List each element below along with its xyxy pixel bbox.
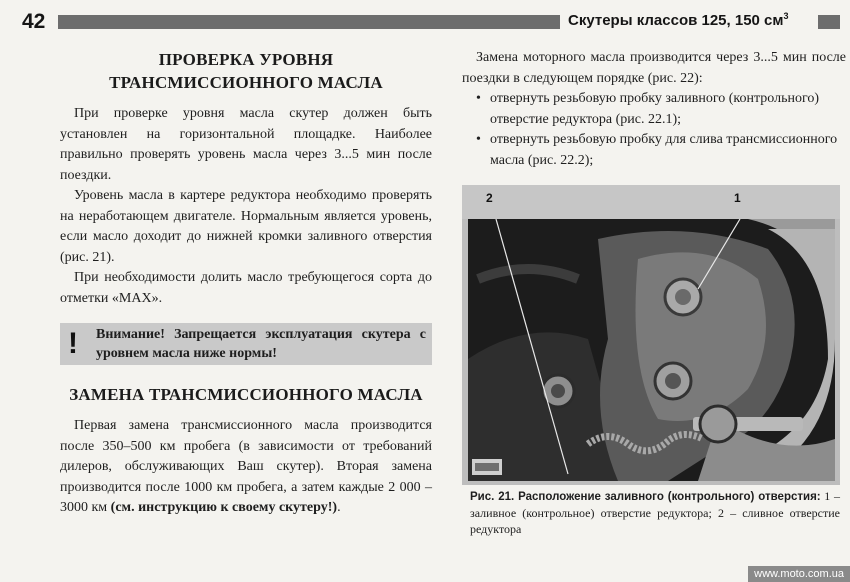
figure-21 [462,185,840,485]
book-title [568,11,789,29]
callout-label-1: 1 [734,191,741,205]
figure-caption [470,488,840,537]
book-title-text: Скутеры классов 125, 150 см [568,12,784,29]
step-text: отвернуть резьбовую пробку для слива трансмиссионного масла (рис. 22.2); [490,132,838,168]
header-bar-right [818,15,840,29]
paragraph-3: При необходимости долить масло требующегося сорта до отметки «МАХ». [60,270,432,306]
left-column [60,48,432,519]
right-column [462,48,846,171]
warning-box [60,323,432,365]
caption-title: Рис. 21. Расположение заливного (контрольного) отверстия: [470,491,821,503]
caption-text: 1 – заливное (контрольное) отверстие редуктора; 2 – сливное отверстие редуктора [470,489,840,536]
page-header [0,8,850,34]
steps-list [462,89,846,171]
warning-text: Внимание! Запрещается эксплуатация скутера с уровнем масла ниже нормы! [96,327,426,361]
exclamation-icon: ! [68,327,78,360]
section-title-oil-level-check: ПРОВЕРКА УРОВНЯ ТРАНСМИССИОННОГО МАСЛА [109,50,383,92]
paragraph-4 [60,416,432,519]
section-title-oil-change: ЗАМЕНА ТРАНСМИССИОННОГО МАСЛА [69,385,423,404]
gearbox-photo-illustration [468,219,835,481]
watermark: www.moto.com.ua [748,566,850,582]
paragraph-4-end: . [337,500,341,515]
paragraph-4-text: Первая замена трансмиссионного масла производится после 350–500 км пробега (в зависимости от требований дилеров, обслуживающих Ваш скутер). Вторая замена производится после 1000 км пробега, а затем каждые 2 000 – 3000 км [60,418,432,515]
paragraph-4-bold: (см. инструкцию к своему скутеру!) [110,500,338,515]
bullet-icon: • [476,91,481,106]
paragraph-1: При проверке уровня масла скутер должен быть установлен на горизонтальной площадке. Наиболее правильно проверять уровень масла через 3...5 мин после поездки. [60,106,432,183]
bullet-icon: • [476,132,481,147]
step-text: отвернуть резьбовую пробку заливного (контрольного) отверстие редуктора (рис. 22.1); [490,91,820,127]
callout-label-2: 2 [486,191,493,205]
page-number: 42 [22,10,46,33]
gearbox-photo [468,219,835,481]
photo-label-row [462,185,840,219]
paragraph-2: Уровень масла в картере редуктора необходимо проверять на неработающем двигателе. Нормальным является уровень, если масло доходит до нижней кромки заливного отверстия (рис. 21). [60,188,432,265]
book-title-superscript: 3 [783,11,789,21]
list-item [462,89,846,130]
right-intro: Замена моторного масла производится через 3...5 мин после поездки в следующем порядке (рис. 22): [462,50,846,86]
list-item [462,130,846,171]
header-bar-left [58,15,560,29]
